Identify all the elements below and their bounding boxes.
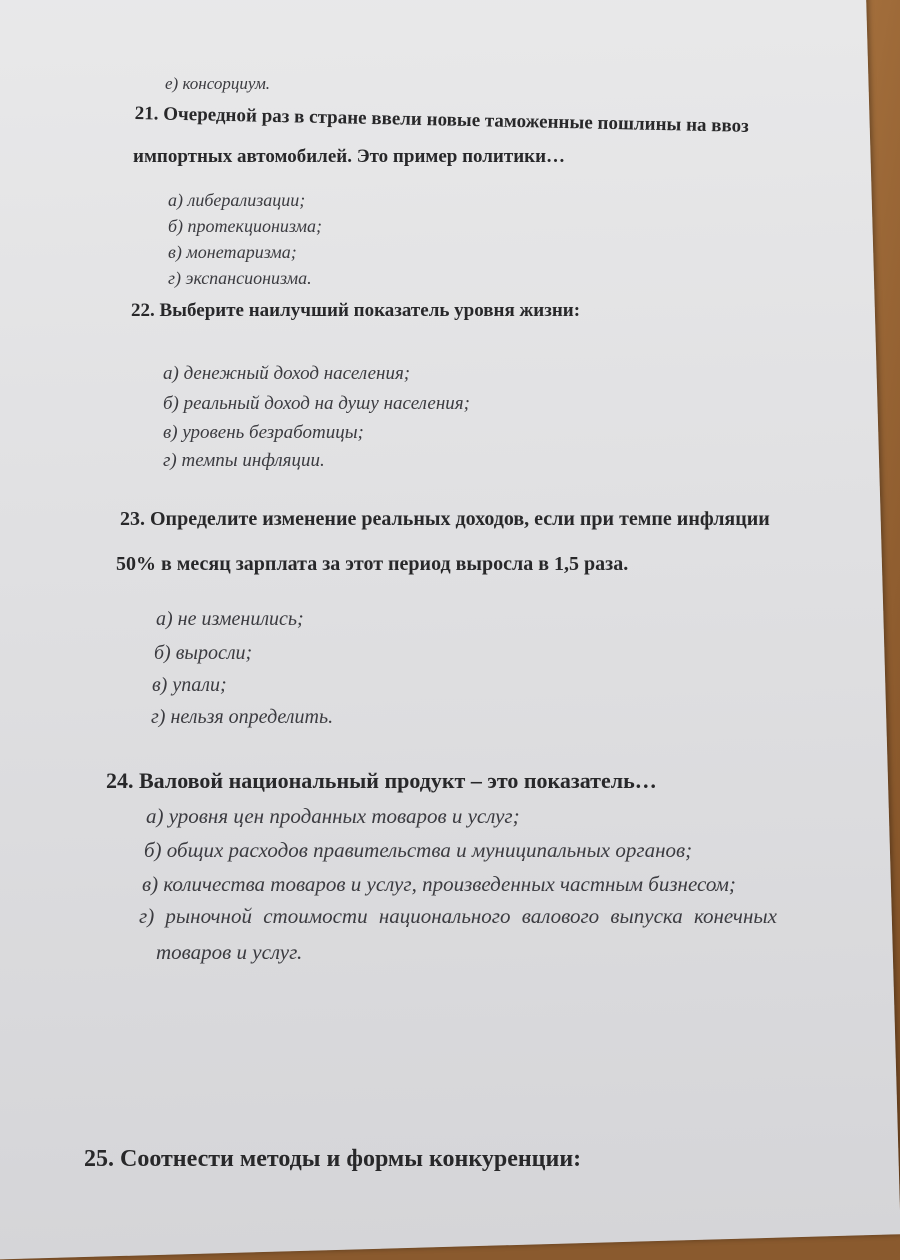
q23-text-line2: 50% в месяц зарплата за этот период выросла в 1,5 раза. bbox=[116, 553, 629, 575]
q23-option-d: г) нельзя определить. bbox=[151, 706, 334, 728]
q23-text-line1: 23. Определите изменение реальных доходов, если при темпе инфляции bbox=[120, 508, 770, 530]
q21-option-d: г) экспансионизма. bbox=[168, 268, 312, 288]
q22-option-b: б) реальный доход на душу населения; bbox=[163, 393, 470, 414]
q24-option-b: б) общих расходов правительства и муниципальных органов; bbox=[144, 838, 693, 862]
q21-option-b: б) протекционизма; bbox=[168, 216, 322, 236]
q20-option-e: е) консорциум. bbox=[165, 74, 271, 93]
q24-option-a: а) уровня цен проданных товаров и услуг; bbox=[146, 804, 520, 828]
q21-text-line2: импортных автомобилей. Это пример политики… bbox=[133, 146, 566, 167]
q23-option-c: в) упали; bbox=[152, 674, 227, 696]
q21-text-line1: 21. Очередной раз в стране ввели новые таможенные пошлины на ввоз bbox=[134, 103, 750, 137]
q22-option-d: г) темпы инфляции. bbox=[163, 450, 325, 471]
q24-text: 24. Валовой национальный продукт – это показатель… bbox=[106, 768, 657, 793]
q24-option-c: в) количества товаров и услуг, произведенных частным бизнесом; bbox=[142, 872, 736, 896]
q22-option-a: а) денежный доход населения; bbox=[163, 363, 411, 384]
q22-option-c: в) уровень безработицы; bbox=[163, 422, 364, 443]
q21-option-a: а) либерализации; bbox=[168, 190, 306, 210]
q23-option-b: б) выросли; bbox=[154, 642, 253, 664]
q22-text: 22. Выберите наилучший показатель уровня жизни: bbox=[131, 300, 581, 321]
q24-option-d-line1: г) рыночной стоимости национального валового выпуска конечных bbox=[139, 904, 777, 928]
q25-text: 25. Соотнести методы и формы конкуренции: bbox=[84, 1146, 582, 1172]
q21-option-c: в) монетаризма; bbox=[168, 242, 297, 262]
q23-option-a: а) не изменились; bbox=[156, 608, 304, 630]
q24-option-d-line2: товаров и услуг. bbox=[156, 940, 303, 964]
